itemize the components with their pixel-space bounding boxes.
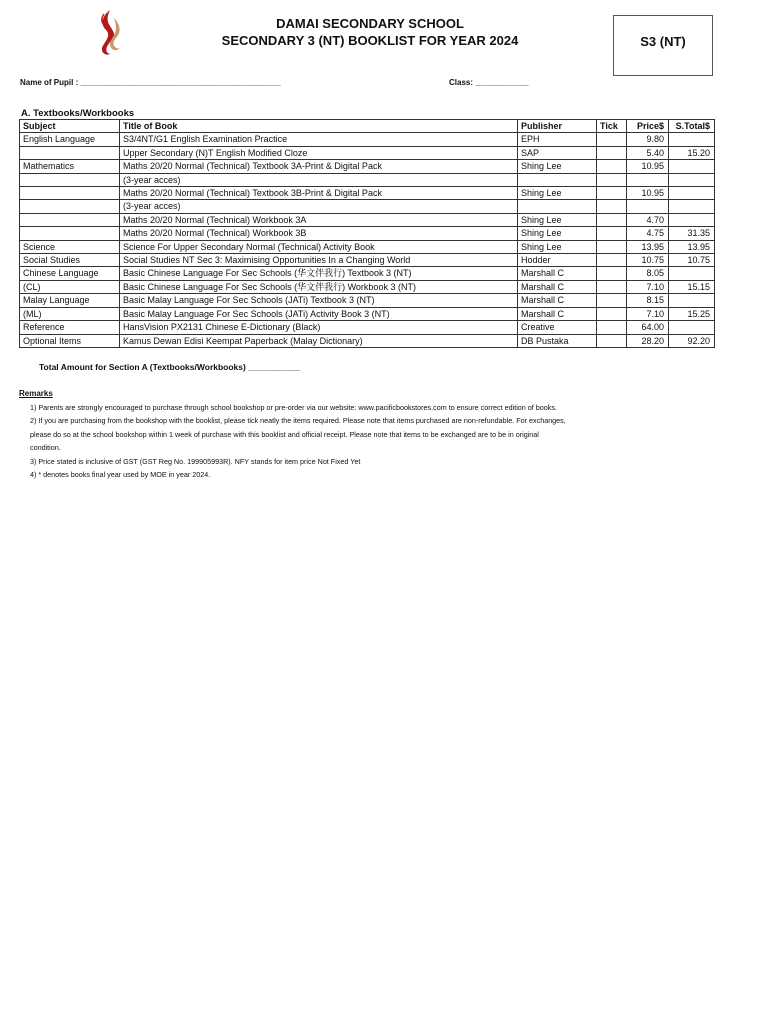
cell-price: [627, 200, 669, 213]
cell-price: 64.00: [627, 321, 669, 334]
cell-publisher: Marshall C: [518, 267, 597, 280]
table-row: [20, 213, 715, 226]
cell-tick[interactable]: [597, 307, 627, 320]
cell-tick[interactable]: [597, 173, 627, 186]
remark-line: 4) * denotes books final year used by MOE in year 2024.: [30, 470, 211, 479]
cell-title: Maths 20/20 Normal (Technical) Textbook 3A-Print & Digital Pack: [120, 160, 518, 173]
table-row: [20, 187, 715, 200]
cell-price: 28.20: [627, 334, 669, 347]
cell-tick[interactable]: [597, 160, 627, 173]
cell-title: Basic Chinese Language For Sec Schools (华文伴我行) Workbook 3 (NT): [120, 280, 518, 293]
cell-price: 10.95: [627, 160, 669, 173]
table-row: [20, 294, 715, 307]
cell-subtotal: [669, 133, 715, 146]
table-row: [20, 307, 715, 320]
cell-subject: [20, 146, 120, 159]
cell-tick[interactable]: [597, 280, 627, 293]
class-code-box: S3 (NT): [613, 15, 713, 76]
pupil-name-field[interactable]: Name of Pupil : _____________________________________________: [20, 78, 281, 87]
cell-price: 4.70: [627, 213, 669, 226]
section-a-total: Total Amount for Section A (Textbooks/Workbooks) ___________: [39, 362, 301, 372]
cell-subtotal: [669, 213, 715, 226]
col-subject: Subject: [20, 120, 120, 133]
table-row: [20, 173, 715, 186]
table-row: [20, 254, 715, 267]
cell-price: 5.40: [627, 146, 669, 159]
cell-title: Science For Upper Secondary Normal (Technical) Activity Book: [120, 240, 518, 253]
school-name: DAMAI SECONDARY SCHOOL: [276, 16, 464, 31]
table-row: [20, 321, 715, 334]
cell-price: 10.95: [627, 187, 669, 200]
col-subtotal: S.Total$: [669, 120, 715, 133]
class-field[interactable]: Class: ____________: [449, 78, 529, 87]
cell-price: 7.10: [627, 280, 669, 293]
cell-title: Basic Malay Language For Sec Schools (JATi) Textbook 3 (NT): [120, 294, 518, 307]
cell-tick[interactable]: [597, 213, 627, 226]
cell-title: (3-year acces): [120, 173, 518, 186]
cell-subtotal: [669, 160, 715, 173]
cell-subject: Chinese Language: [20, 267, 120, 280]
cell-tick[interactable]: [597, 200, 627, 213]
cell-title: Social Studies NT Sec 3: Maximising Opportunities In a Changing World: [120, 254, 518, 267]
cell-price: 10.75: [627, 254, 669, 267]
cell-price: [627, 173, 669, 186]
cell-price: 8.05: [627, 267, 669, 280]
cell-publisher: EPH: [518, 133, 597, 146]
remark-line: 3) Price stated is inclusive of GST (GST Reg No. 199905993R). NFY stands for item price Not Fixed Yet: [30, 457, 361, 466]
cell-price: 7.10: [627, 307, 669, 320]
cell-publisher: Shing Lee: [518, 227, 597, 240]
table-row: [20, 240, 715, 253]
cell-price: 8.15: [627, 294, 669, 307]
cell-publisher: SAP: [518, 146, 597, 159]
cell-publisher: Shing Lee: [518, 213, 597, 226]
cell-subject: [20, 187, 120, 200]
cell-subtotal: 15.25: [669, 307, 715, 320]
cell-subtotal: [669, 294, 715, 307]
cell-publisher: Marshall C: [518, 294, 597, 307]
remark-line: please do so at the school bookshop within 1 week of purchase with this booklist and official receipt. Please note that items to be exchanged are to be in original: [30, 430, 539, 439]
cell-tick[interactable]: [597, 133, 627, 146]
col-title: Title of Book: [120, 120, 518, 133]
cell-title: Maths 20/20 Normal (Technical) Workbook 3B: [120, 227, 518, 240]
cell-subtotal: [669, 200, 715, 213]
cell-subject: Reference: [20, 321, 120, 334]
cell-publisher: Creative: [518, 321, 597, 334]
cell-price: 13.95: [627, 240, 669, 253]
cell-tick[interactable]: [597, 321, 627, 334]
table-row: [20, 280, 715, 293]
cell-publisher: Hodder: [518, 254, 597, 267]
cell-subject: Optional Items: [20, 334, 120, 347]
cell-subtotal: 10.75: [669, 254, 715, 267]
cell-subject: Science: [20, 240, 120, 253]
school-logo-icon: [92, 8, 128, 58]
booklist-title: SECONDARY 3 (NT) BOOKLIST FOR YEAR 2024: [221, 33, 519, 48]
section-a-heading: A. Textbooks/Workbooks: [21, 108, 135, 119]
cell-subtotal: 13.95: [669, 240, 715, 253]
cell-subject: Social Studies: [20, 254, 120, 267]
cell-subject: [20, 200, 120, 213]
table-header-row: [20, 120, 715, 133]
cell-publisher: [518, 200, 597, 213]
cell-title: Kamus Dewan Edisi Keempat Paperback (Malay Dictionary): [120, 334, 518, 347]
cell-tick[interactable]: [597, 254, 627, 267]
cell-subject: (CL): [20, 280, 120, 293]
cell-subtotal: [669, 267, 715, 280]
col-tick: Tick: [597, 120, 627, 133]
col-publisher: Publisher: [518, 120, 597, 133]
cell-price: 9.80: [627, 133, 669, 146]
remarks-heading: Remarks: [19, 389, 53, 398]
cell-publisher: Shing Lee: [518, 160, 597, 173]
cell-title: Upper Secondary (N)T English Modified Cloze: [120, 146, 518, 159]
table-row: [20, 267, 715, 280]
cell-publisher: DB Pustaka: [518, 334, 597, 347]
cell-tick[interactable]: [597, 334, 627, 347]
table-row: [20, 200, 715, 213]
cell-subtotal: [669, 187, 715, 200]
cell-subtotal: 15.15: [669, 280, 715, 293]
cell-subject: [20, 227, 120, 240]
table-row: [20, 133, 715, 146]
cell-subtotal: 15.20: [669, 146, 715, 159]
cell-title: Basic Malay Language For Sec Schools (JATi) Activity Book 3 (NT): [120, 307, 518, 320]
cell-tick[interactable]: [597, 267, 627, 280]
table-row: [20, 227, 715, 240]
cell-publisher: Marshall C: [518, 307, 597, 320]
cell-subject: (ML): [20, 307, 120, 320]
cell-title: S3/4NT/G1 English Examination Practice: [120, 133, 518, 146]
cell-tick[interactable]: [597, 294, 627, 307]
cell-price: 4.75: [627, 227, 669, 240]
remark-line: 2) If you are purchasing from the bookshop with the booklist, please tick neatly the items required. Please note that items purchased are non-refundable. For exchanges,: [30, 416, 566, 425]
booklist-table: [19, 119, 715, 348]
cell-publisher: Shing Lee: [518, 187, 597, 200]
cell-subject: [20, 173, 120, 186]
cell-tick[interactable]: [597, 227, 627, 240]
cell-tick[interactable]: [597, 240, 627, 253]
cell-tick[interactable]: [597, 146, 627, 159]
cell-subtotal: 31.35: [669, 227, 715, 240]
cell-tick[interactable]: [597, 187, 627, 200]
cell-subtotal: [669, 173, 715, 186]
cell-subtotal: [669, 321, 715, 334]
col-price: Price$: [627, 120, 669, 133]
cell-publisher: Shing Lee: [518, 240, 597, 253]
cell-subject: English Language: [20, 133, 120, 146]
remark-line: 1) Parents are strongly encouraged to purchase through school bookshop or pre-order via our website: www.pacificbookstores.com to ensure correct edition of books.: [30, 403, 557, 412]
cell-title: Maths 20/20 Normal (Technical) Workbook 3A: [120, 213, 518, 226]
cell-title: Maths 20/20 Normal (Technical) Textbook 3B-Print & Digital Pack: [120, 187, 518, 200]
cell-subject: [20, 213, 120, 226]
cell-title: Basic Chinese Language For Sec Schools (华文伴我行) Textbook 3 (NT): [120, 267, 518, 280]
cell-publisher: Marshall C: [518, 280, 597, 293]
cell-title: (3-year acces): [120, 200, 518, 213]
cell-publisher: [518, 173, 597, 186]
cell-subject: Mathematics: [20, 160, 120, 173]
table-row: [20, 334, 715, 347]
cell-subtotal: 92.20: [669, 334, 715, 347]
cell-title: HansVision PX2131 Chinese E-Dictionary (Black): [120, 321, 518, 334]
remark-line: condition.: [30, 443, 61, 452]
table-row: [20, 146, 715, 159]
table-row: [20, 160, 715, 173]
cell-subject: Malay Language: [20, 294, 120, 307]
